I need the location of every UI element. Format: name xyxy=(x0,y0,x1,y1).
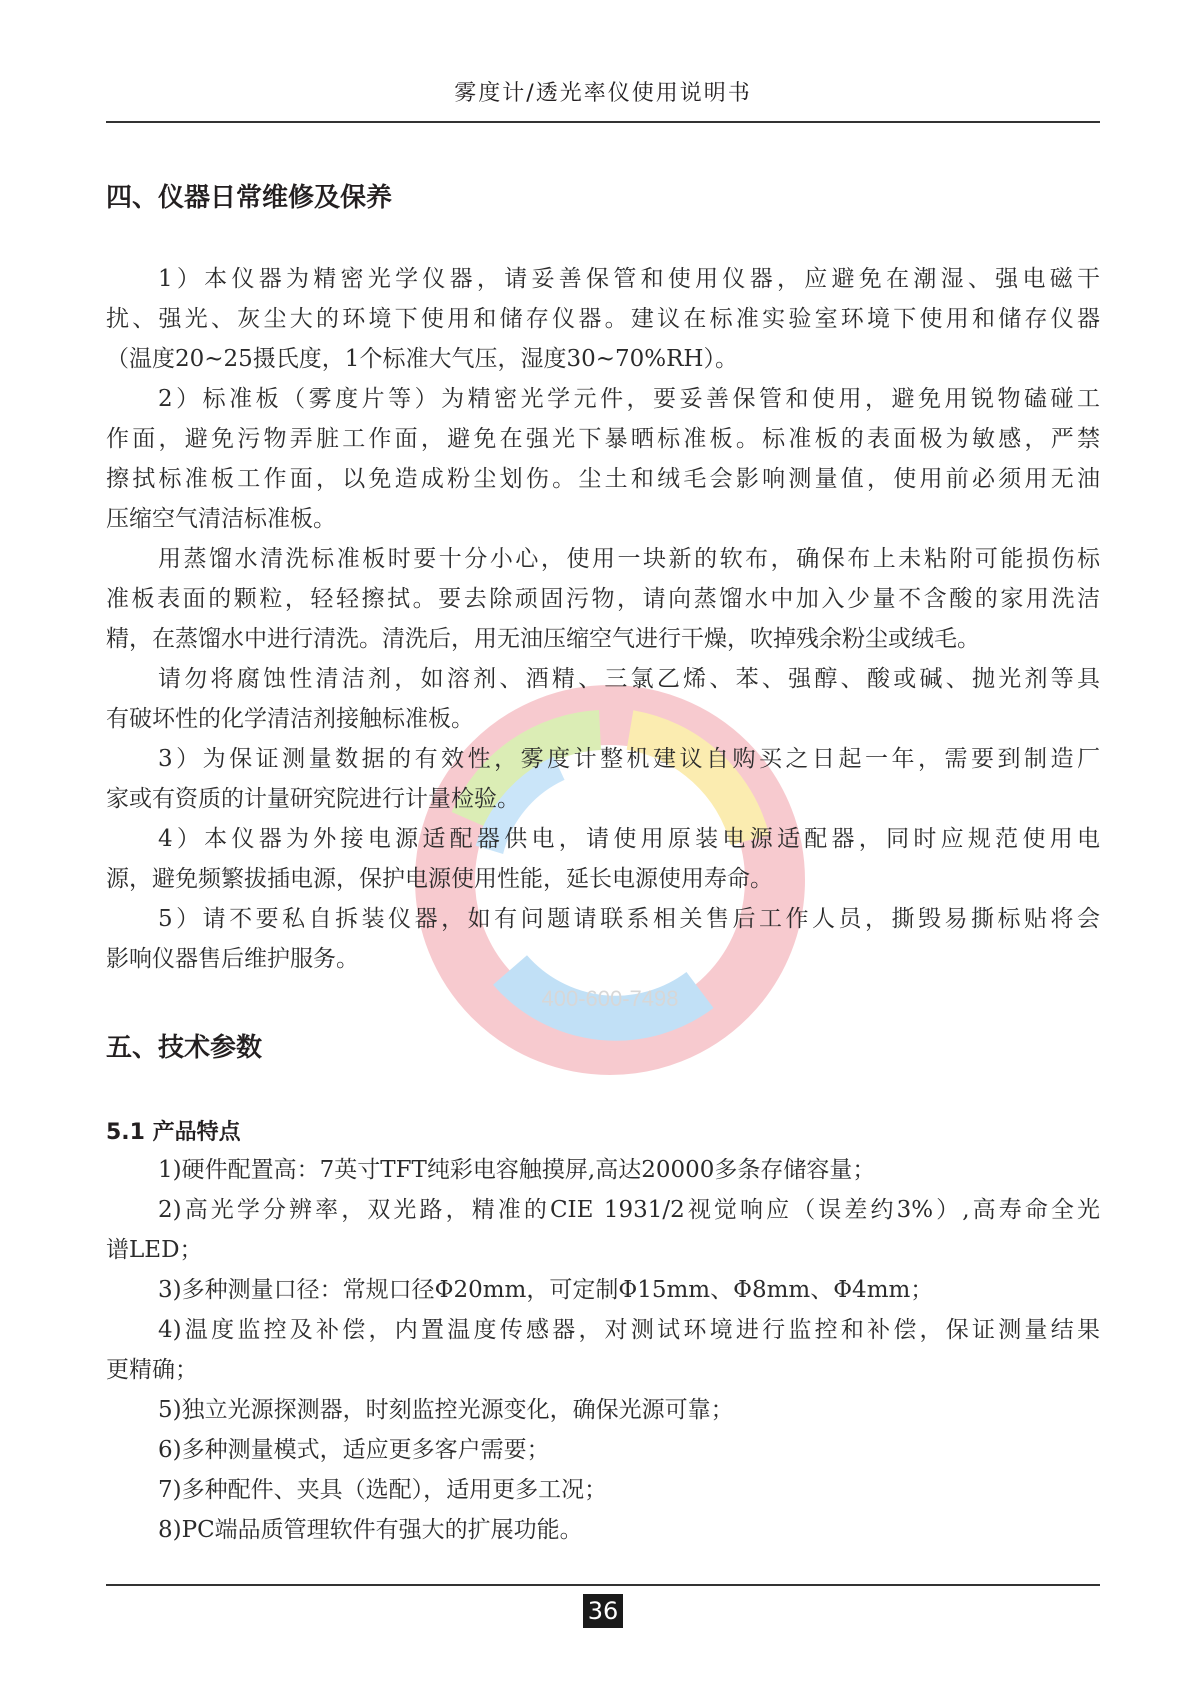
text-line: 影响仪器售后维护服务。 xyxy=(106,946,359,972)
text-line: 源，避免频繁拔插电源，保护电源使用性能，延长电源使用寿命。 xyxy=(106,866,773,892)
section-4-heading: 四、仪器日常维修及保养 xyxy=(106,183,393,213)
document-header-title: 雾度计/透光率仪使用说明书 xyxy=(454,81,752,106)
text-line: 3）为保证测量数据的有效性，雾度计整机建议自购买之日起一年，需要到制造厂 xyxy=(158,746,1100,772)
text-line: 精，在蒸馏水中进行清洗。清洗后，用无油压缩空气进行干燥，吹掉残余粉尘或绒毛。 xyxy=(106,626,980,652)
text-line: 擦拭标准板工作面，以免造成粉尘划伤。尘土和绒毛会影响测量值，使用前必须用无油 xyxy=(106,466,1100,492)
watermark-phone: 400-600-7498 xyxy=(541,986,679,1011)
text-line: 扰、强光、灰尘大的环境下使用和储存仪器。建议在标准实验室环境下使用和储存仪器 xyxy=(106,306,1100,332)
text-line: （温度20~25摄氏度，1个标准大气压，湿度30~70%RH）。 xyxy=(106,346,738,372)
feature-line: 4)温度监控及补偿，内置温度传感器，对测试环境进行监控和补偿，保证测量结果 xyxy=(158,1317,1100,1343)
text-line: 4）本仪器为外接电源适配器供电，请使用原装电源适配器，同时应规范使用电 xyxy=(158,826,1100,852)
feature-line: 5)独立光源探测器，时刻监控光源变化，确保光源可靠； xyxy=(158,1397,734,1423)
section-5-heading: 五、技术参数 xyxy=(106,1033,263,1063)
text-line: 有破坏性的化学清洁剂接触标准板。 xyxy=(106,706,474,732)
text-line: 2）标准板（雾度片等）为精密光学元件，要妥善保管和使用，避免用锐物磕碰工 xyxy=(158,386,1100,412)
feature-line: 1)硬件配置高：7英寸TFT纯彩电容触摸屏,高达20000多条存储容量； xyxy=(158,1157,876,1183)
text-line: 5）请不要私自拆装仪器，如有问题请联系相关售后工作人员，撕毁易撕标贴将会 xyxy=(158,906,1100,932)
feature-line: 2)高光学分辨率，双光路，精准的CIE 1931/2视觉响应（误差约3%）,高寿命全光 xyxy=(158,1197,1100,1223)
section-5-1-heading: 5.1 产品特点 xyxy=(106,1120,241,1145)
feature-line: 7)多种配件、夹具（选配），适用更多工况； xyxy=(158,1477,608,1503)
text-line: 压缩空气清洁标准板。 xyxy=(106,506,336,532)
feature-line: 6)多种测量模式，适应更多客户需要； xyxy=(158,1437,550,1463)
text-line: 用蒸馏水清洗标准板时要十分小心，使用一块新的软布，确保布上未粘附可能损伤标 xyxy=(158,546,1100,572)
feature-line: 3)多种测量口径：常规口径Φ20mm，可定制Φ15mm、Φ8mm、Φ4mm； xyxy=(158,1277,934,1303)
feature-line: 谱LED； xyxy=(106,1237,203,1263)
footer-divider xyxy=(106,1584,1100,1586)
text-line: 1）本仪器为精密光学仪器，请妥善保管和使用仪器，应避免在潮湿、强电磁干 xyxy=(158,266,1100,292)
text-line: 准板表面的颗粒，轻轻擦拭。要去除顽固污物，请向蒸馏水中加入少量不含酸的家用洗洁 xyxy=(106,586,1100,612)
page-number: 36 xyxy=(583,1594,623,1628)
text-line: 请勿将腐蚀性清洁剂，如溶剂、酒精、三氯乙烯、苯、强醇、酸或碱、抛光剂等具 xyxy=(158,666,1100,692)
header-divider xyxy=(106,121,1100,123)
text-line: 家或有资质的计量研究院进行计量检验。 xyxy=(106,786,520,812)
feature-line: 更精确； xyxy=(106,1357,198,1383)
text-line: 作面，避免污物弄脏工作面，避免在强光下暴晒标准板。标准板的表面极为敏感，严禁 xyxy=(106,426,1100,452)
feature-line: 8)PC端品质管理软件有强大的扩展功能。 xyxy=(158,1517,583,1543)
